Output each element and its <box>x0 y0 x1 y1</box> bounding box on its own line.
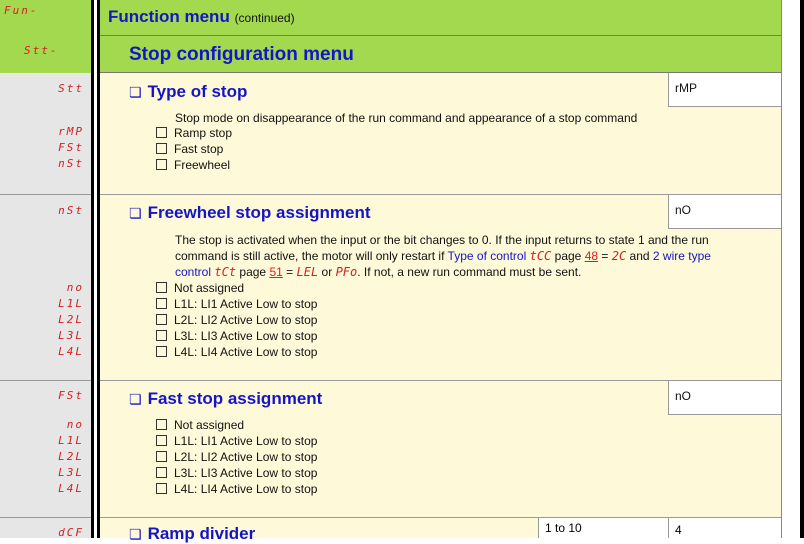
header-code: Fun- <box>4 4 39 17</box>
option-code: L2L <box>58 313 84 326</box>
checkbox-icon[interactable] <box>156 419 167 430</box>
checkbox-icon[interactable] <box>156 298 167 309</box>
type-of-stop-code: Stt <box>58 82 84 95</box>
code-pfo: PFo <box>335 265 358 279</box>
page-link-51[interactable]: 51 <box>269 265 283 279</box>
checkbox-bullet-icon: ❏ <box>129 526 142 542</box>
checkbox-icon[interactable] <box>156 451 167 462</box>
ramp-divider-code: dCF <box>58 526 84 539</box>
code-tcc: tCC <box>529 249 552 263</box>
checkbox-icon[interactable] <box>156 467 167 478</box>
option-code: L1L <box>58 434 84 447</box>
freewheel-heading <box>129 203 371 223</box>
option-label: Not assigned <box>174 281 245 295</box>
desc-end: . If not, a new run command must be sent. <box>357 265 582 279</box>
submenu-title: Stop configuration menu <box>129 44 354 65</box>
checkbox-icon[interactable] <box>156 330 167 341</box>
option-code: nSt <box>58 157 84 170</box>
page-word: page <box>554 249 582 263</box>
option-l4l[interactable] <box>156 482 317 496</box>
option-label: Freewheel <box>174 158 231 172</box>
option-label: L2L: LI2 Active Low to stop <box>174 450 318 464</box>
option-label: L4L: LI4 Active Low to stop <box>174 482 318 496</box>
checkbox-icon[interactable] <box>156 314 167 325</box>
option-code: L3L <box>58 329 84 342</box>
equals: = <box>601 249 609 263</box>
freewheel-description <box>175 232 780 280</box>
fast-stop-value: nO <box>668 381 781 415</box>
link-type-of-control[interactable]: Type of control <box>447 249 527 263</box>
desc-line-2 <box>175 248 780 264</box>
desc-line-1: The stop is activated when the input or the bit changes to 0. If the input returns to state 1 and the run <box>175 233 709 247</box>
row-divider <box>0 380 91 381</box>
option-code: no <box>66 418 84 431</box>
option-label: L2L: LI2 Active Low to stop <box>174 313 318 327</box>
type-of-stop-value: rMP <box>668 73 781 107</box>
option-l2l[interactable] <box>156 313 317 327</box>
equals: = <box>286 265 294 279</box>
checkbox-icon[interactable] <box>156 435 167 446</box>
option-label: L1L: LI1 Active Low to stop <box>174 434 318 448</box>
checkbox-icon[interactable] <box>156 483 167 494</box>
option-label: L1L: LI1 Active Low to stop <box>174 297 318 311</box>
option-l1l[interactable] <box>156 434 317 448</box>
option-code: no <box>66 281 84 294</box>
type-of-stop-title: Type of stop <box>147 82 248 101</box>
fast-stop-code: FSt <box>58 389 84 402</box>
option-l3l[interactable] <box>156 329 317 343</box>
and-word: and <box>629 249 650 263</box>
right-border <box>800 0 804 538</box>
option-fast-stop[interactable] <box>156 142 223 156</box>
option-l2l[interactable] <box>156 450 317 464</box>
code-tct: tCt <box>214 265 237 279</box>
or-word: or <box>321 265 333 279</box>
checkbox-bullet-icon: ❏ <box>129 391 142 407</box>
checkbox-icon[interactable] <box>156 282 167 293</box>
option-label: L3L: LI3 Active Low to stop <box>174 329 318 343</box>
desc-line-3 <box>175 264 780 280</box>
option-code: L1L <box>58 297 84 310</box>
option-code: FSt <box>58 141 84 154</box>
option-code: L3L <box>58 466 84 479</box>
checkbox-bullet-icon: ❏ <box>129 84 142 100</box>
link-2-wire-type[interactable]: 2 wire type <box>652 249 711 263</box>
option-code: rMP <box>58 125 84 138</box>
option-label: Not assigned <box>174 418 245 432</box>
fast-stop-heading <box>129 389 322 409</box>
option-l4l[interactable] <box>156 345 317 359</box>
page-subtitle: (continued) <box>234 11 295 25</box>
option-label: Ramp stop <box>174 126 233 140</box>
freewheel-title: Freewheel stop assignment <box>147 203 371 222</box>
option-label: L4L: LI4 Active Low to stop <box>174 345 318 359</box>
option-not-assigned[interactable] <box>156 418 244 432</box>
link-control[interactable]: control <box>175 265 212 279</box>
ramp-divider-value: 4 <box>668 518 781 538</box>
freewheel-value: nO <box>668 195 781 229</box>
checkbox-icon[interactable] <box>156 346 167 357</box>
type-of-stop-heading <box>129 82 247 102</box>
checkbox-icon[interactable] <box>156 143 167 154</box>
code-lel: LEL <box>296 265 319 279</box>
option-code: L4L <box>58 345 84 358</box>
column-divider <box>91 0 100 538</box>
option-ramp-stop[interactable] <box>156 126 232 140</box>
option-label: Fast stop <box>174 142 224 156</box>
option-freewheel[interactable] <box>156 158 230 172</box>
checkbox-bullet-icon: ❏ <box>129 205 142 221</box>
option-code: L4L <box>58 482 84 495</box>
option-label: L3L: LI3 Active Low to stop <box>174 466 318 480</box>
freewheel-code: nSt <box>58 204 84 217</box>
checkbox-icon[interactable] <box>156 127 167 138</box>
page-word: page <box>239 265 267 279</box>
page-link-48[interactable]: 48 <box>584 249 599 263</box>
page-title-text: Function menu <box>108 7 230 26</box>
page-title <box>108 7 295 27</box>
row-divider <box>0 517 91 518</box>
code-2c: 2C <box>611 249 627 263</box>
desc-text: command is still active, the motor will only restart if <box>175 249 445 263</box>
ramp-divider-title: Ramp divider <box>147 524 256 543</box>
ramp-divider-range: 1 to 10 <box>538 518 668 538</box>
type-of-stop-description: Stop mode on disappearance of the run command and appearance of a stop command <box>175 111 638 125</box>
ramp-divider-heading <box>129 524 255 544</box>
option-not-assigned[interactable] <box>156 281 244 295</box>
option-l1l[interactable] <box>156 297 317 311</box>
fast-stop-title: Fast stop assignment <box>147 389 323 408</box>
option-l3l[interactable] <box>156 466 317 480</box>
checkbox-icon[interactable] <box>156 159 167 170</box>
row-divider <box>0 194 91 195</box>
option-code: L2L <box>58 450 84 463</box>
submenu-code: Stt- <box>24 44 59 57</box>
